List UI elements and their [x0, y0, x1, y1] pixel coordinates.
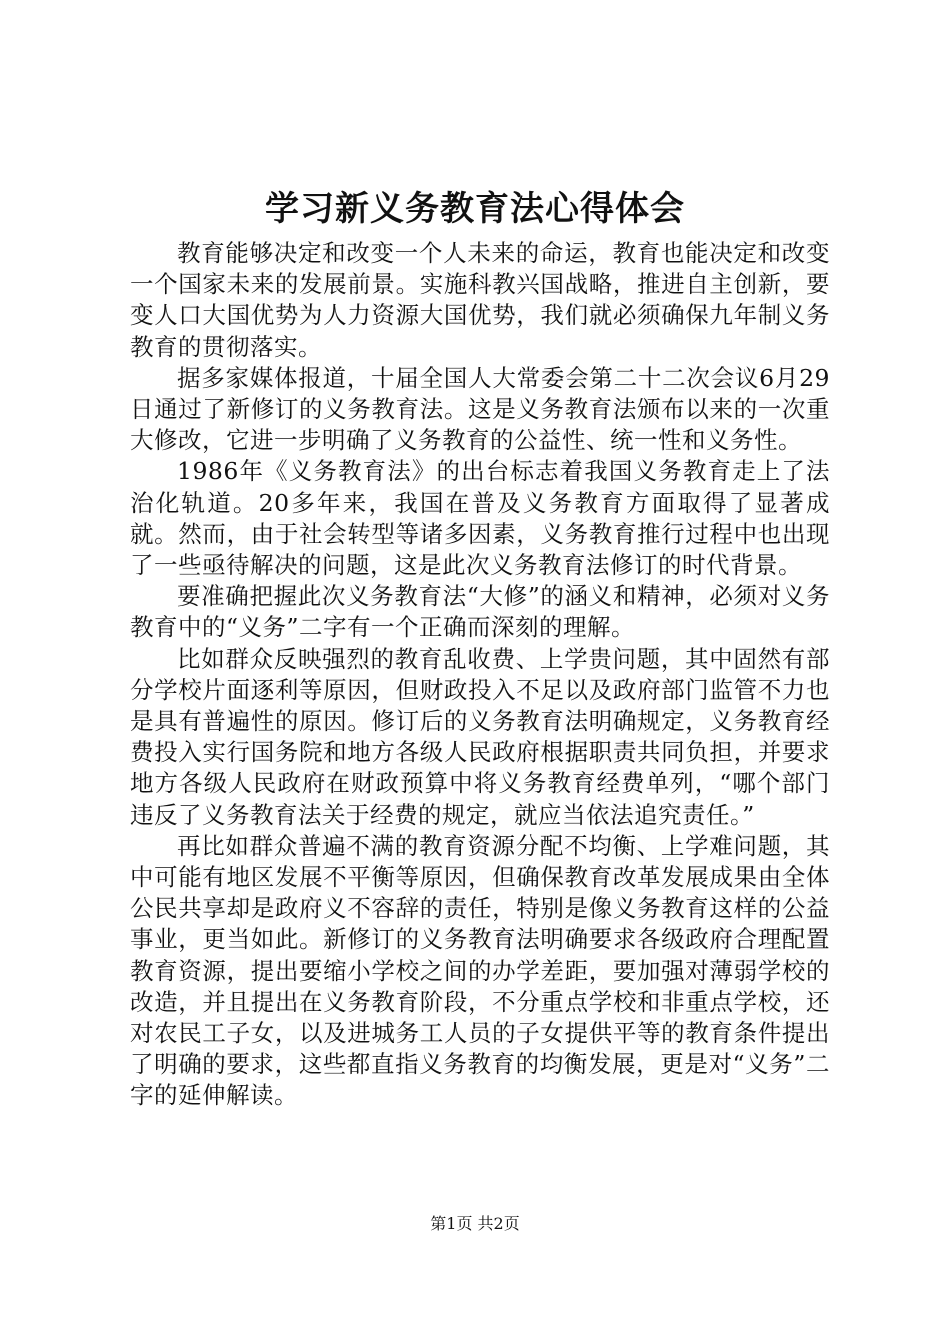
- document-body: [130, 238, 830, 1112]
- paragraph-6: 再比如群众普遍不满的教育资源分配不均衡、上学难问题，其中可能有地区发展不平衡等原因，但确保教育改革发展成果由全体公民共享却是政府义不容辞的责任，特别是像义务教育这样的公益事业，更当如此。新修订的义务教育法明确要求各级政府合理配置教育资源，提出要缩小学校之间的办学差距，要加强对薄弱学校的改造，并且提出在义务教育阶段，不分重点学校和非重点学校，还对农民工子女，以及进城务工人员的子女提供平等的教育条件提出了明确的要求，这些都直指义务教育的均衡发展，更是对“义务”二字的延伸解读。: [130, 831, 830, 1110]
- paragraph-1: 教育能够决定和改变一个人未来的命运，教育也能决定和改变一个国家未来的发展前景。实施科教兴国战略，推进自主创新，要变人口大国优势为人力资源大国优势，我们就必须确保九年制义务教育的贯彻落实。: [130, 239, 830, 361]
- paragraph-3: 1986年《义务教育法》的出台标志着我国义务教育走上了法治化轨道。20多年来，我国在普及义务教育方面取得了显著成就。然而，由于社会转型等诸多因素，义务教育推行过程中也出现了一些亟待解决的问题，这是此次义务教育法修订的时代背景。: [130, 457, 830, 580]
- paragraph-4: 要准确把握此次义务教育法“大修”的涵义和精神，必须对义务教育中的“义务”二字有一个正确而深刻的理解。: [130, 582, 830, 642]
- paragraph-2: 据多家媒体报道，十届全国人大常委会第二十二次会议6月29日通过了新修订的义务教育法。这是义务教育法颁布以来的一次重大修改，它进一步明确了义务教育的公益性、统一性和义务性。: [130, 363, 830, 455]
- paragraph-5: 比如群众反映强烈的教育乱收费、上学贵问题，其中固然有部分学校片面逐利等原因，但财政投入不足以及政府部门监管不力也是具有普遍性的原因。修订后的义务教育法明确规定，义务教育经费投入实行国务院和地方各级人民政府根据职责共同负担，并要求地方各级人民政府在财政预算中将义务教育经费单列，“哪个部门违反了义务教育法关于经费的规定，就应当依法追究责任。”: [130, 644, 830, 829]
- page-number-footer: 第1页 共2页: [430, 1214, 520, 1233]
- document-title: 学习新义务教育法心得体会: [265, 189, 685, 229]
